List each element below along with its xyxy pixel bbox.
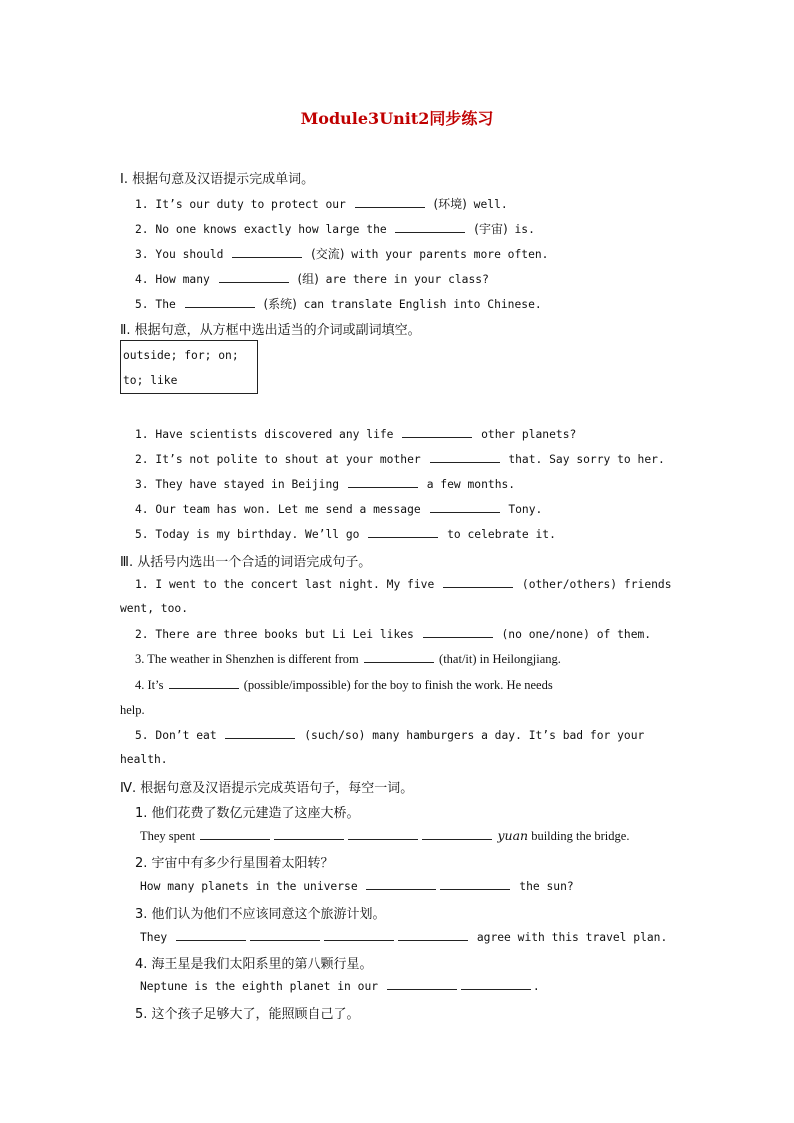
item-text: (other/others) friends xyxy=(521,578,672,591)
answer-blank[interactable] xyxy=(169,678,239,689)
answer-blank[interactable] xyxy=(440,879,510,890)
item-text: 3. The weather in Shenzhen is different from xyxy=(135,652,359,666)
item-text: Our team has won. Let me send a message xyxy=(155,503,421,516)
item-text: 1. I went to the concert last night. My five xyxy=(135,578,435,591)
s3-item-1-cont: went, too. xyxy=(120,602,189,615)
item-text: building the bridge. xyxy=(531,829,630,843)
answer-blank[interactable] xyxy=(395,222,465,233)
item-number: 2. xyxy=(135,223,149,236)
item-text: It’s not polite to shout at your mother xyxy=(155,453,421,466)
s3-item-4-cont: help. xyxy=(120,703,145,717)
s2-item-3 xyxy=(135,477,515,491)
answer-blank[interactable] xyxy=(348,477,418,488)
item-number: 5. xyxy=(135,298,149,311)
item-number: 2. xyxy=(135,453,149,466)
chinese-hint: (环境) xyxy=(433,197,467,211)
item-text: a few months. xyxy=(426,478,516,491)
answer-blank[interactable] xyxy=(250,930,320,941)
item-text: well. xyxy=(473,198,508,211)
section-4-heading: Ⅳ. 根据句意及汉语提示完成英语句子，每空一词。 xyxy=(120,781,414,796)
answer-blank[interactable] xyxy=(422,829,492,840)
item-text: Neptune is the eighth planet in our xyxy=(140,980,379,993)
item-text: (possible/impossible) for the boy to finish the work. He needs xyxy=(243,678,553,692)
item-text: the sun? xyxy=(519,880,574,893)
s3-item-1 xyxy=(135,577,672,591)
s3-item-4 xyxy=(135,678,553,693)
item-text: The xyxy=(155,298,176,311)
item-text: Have scientists discovered any life xyxy=(155,428,394,441)
item-text: (such/so) many hamburgers a day. It’s bad for your xyxy=(304,729,645,742)
italic-word: yuan xyxy=(497,828,529,843)
answer-blank[interactable] xyxy=(398,930,468,941)
answer-blank[interactable] xyxy=(176,930,246,941)
word-box xyxy=(120,340,258,394)
item-text: They have stayed in Beijing xyxy=(155,478,340,491)
answer-blank[interactable] xyxy=(430,452,500,463)
s4-answer-4 xyxy=(140,979,540,993)
answer-blank[interactable] xyxy=(368,527,438,538)
answer-blank[interactable] xyxy=(232,247,302,258)
answer-blank[interactable] xyxy=(364,652,434,663)
s2-item-2 xyxy=(135,452,665,466)
item-text: with your parents more often. xyxy=(351,248,549,261)
item-number: 3. xyxy=(135,478,149,491)
answer-blank[interactable] xyxy=(443,577,513,588)
section-2-heading: Ⅱ. 根据句意，从方框中选出适当的介词或副词填空。 xyxy=(120,323,421,338)
item-text: that. Say sorry to her. xyxy=(508,453,665,466)
chinese-hint: (宇宙) xyxy=(474,222,508,236)
item-text: 2. There are three books but Li Lei likes xyxy=(135,628,414,641)
item-text: They spent xyxy=(140,829,196,843)
item-text: . xyxy=(532,980,540,993)
s2-item-5 xyxy=(135,527,556,541)
item-text: It’s our duty to protect our xyxy=(155,198,346,211)
answer-blank[interactable] xyxy=(219,272,289,283)
answer-blank[interactable] xyxy=(366,879,436,890)
answer-blank[interactable] xyxy=(430,502,500,513)
item-number: 4. xyxy=(135,503,149,516)
s1-item-3 xyxy=(135,245,549,262)
item-text: Today is my birthday. We’ll go xyxy=(155,528,360,541)
item-text: are there in your class? xyxy=(325,273,489,286)
section-1-heading: Ⅰ. 根据句意及汉语提示完成单词。 xyxy=(120,172,315,187)
item-number: 3. xyxy=(135,248,149,261)
s2-item-4 xyxy=(135,502,542,516)
answer-blank[interactable] xyxy=(348,829,418,840)
section-3-heading: Ⅲ. 从括号内选出一个合适的词语完成句子。 xyxy=(120,555,372,570)
s4-question-3: 3. 他们认为他们不应该同意这个旅游计划。 xyxy=(135,907,386,922)
s3-item-2 xyxy=(135,627,651,641)
item-text: other planets? xyxy=(481,428,577,441)
chinese-hint: (交流) xyxy=(311,247,345,261)
page-title: Module3Unit2同步练习 xyxy=(300,109,494,128)
item-text: to celebrate it. xyxy=(447,528,556,541)
s4-question-4: 4. 海王星是我们太阳系里的第八颗行星。 xyxy=(135,957,373,972)
s3-item-5 xyxy=(135,728,644,742)
s1-item-2 xyxy=(135,220,535,237)
item-number: 5. xyxy=(135,528,149,541)
item-text: (no one/none) of them. xyxy=(501,628,652,641)
chinese-hint: (组) xyxy=(297,272,319,286)
item-text: 4. It’s xyxy=(135,678,164,692)
s1-item-5 xyxy=(135,295,542,312)
item-text: (that/it) in Heilongjiang. xyxy=(439,652,561,666)
item-text: They xyxy=(140,931,168,944)
item-text: Tony. xyxy=(508,503,543,516)
s3-item-3 xyxy=(135,652,561,667)
item-text: agree with this travel plan. xyxy=(476,931,668,944)
s4-answer-3 xyxy=(140,930,667,944)
answer-blank[interactable] xyxy=(274,829,344,840)
s1-item-1 xyxy=(135,195,508,212)
answer-blank[interactable] xyxy=(355,197,425,208)
item-text: How many planets in the universe xyxy=(140,880,358,893)
item-text: How many xyxy=(155,273,210,286)
item-text: 5. Don’t eat xyxy=(135,729,217,742)
item-text: No one knows exactly how large the xyxy=(155,223,387,236)
word-box-line-1: outside; for; on; xyxy=(123,349,239,362)
s4-answer-2 xyxy=(140,879,574,893)
s4-answer-1 xyxy=(140,828,629,844)
s4-question-1: 1. 他们花费了数亿元建造了这座大桥。 xyxy=(135,806,360,821)
word-box-line-2: to; like xyxy=(123,374,178,387)
item-text: can translate English into Chinese. xyxy=(303,298,542,311)
item-number: 1. xyxy=(135,198,149,211)
s2-item-1 xyxy=(135,427,576,441)
item-number: 1. xyxy=(135,428,149,441)
answer-blank[interactable] xyxy=(461,979,531,990)
item-text: is. xyxy=(514,223,535,236)
answer-blank[interactable] xyxy=(423,627,493,638)
item-text: You should xyxy=(155,248,224,261)
s4-question-5: 5. 这个孩子足够大了，能照顾自己了。 xyxy=(135,1007,360,1022)
answer-blank[interactable] xyxy=(185,297,255,308)
answer-blank[interactable] xyxy=(200,829,270,840)
chinese-hint: (系统) xyxy=(263,297,297,311)
s1-item-4 xyxy=(135,270,489,287)
answer-blank[interactable] xyxy=(225,728,295,739)
item-number: 4. xyxy=(135,273,149,286)
s3-item-5-cont: health. xyxy=(120,753,168,766)
s4-question-2: 2. 宇宙中有多少行星围着太阳转？ xyxy=(135,856,334,871)
answer-blank[interactable] xyxy=(324,930,394,941)
answer-blank[interactable] xyxy=(402,427,472,438)
answer-blank[interactable] xyxy=(387,979,457,990)
